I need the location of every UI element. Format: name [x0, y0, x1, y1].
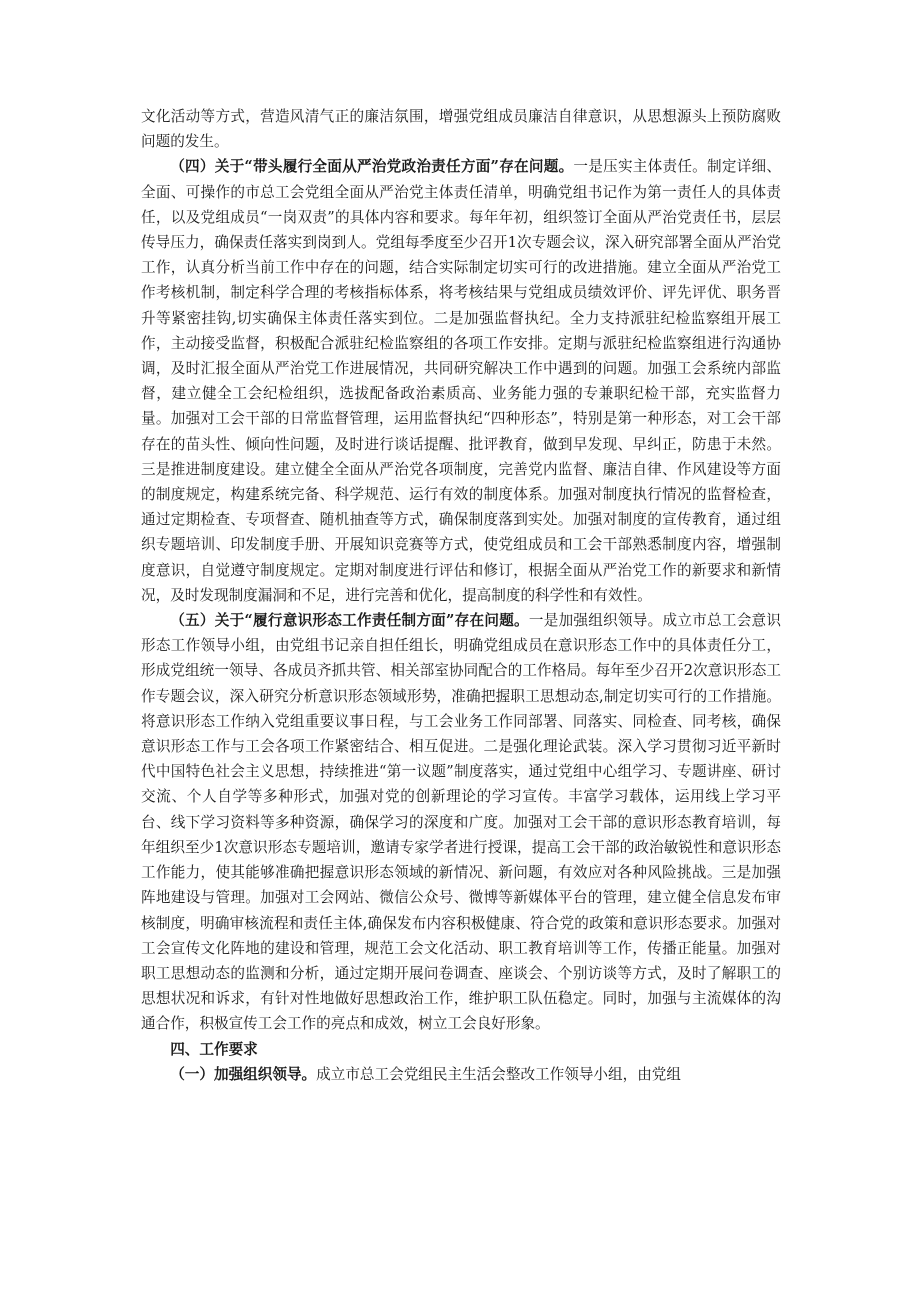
paragraph-lead-heading: （五）关于“履行意识形态工作责任制方面”存在问题。 — [170, 612, 529, 630]
paragraph-continuation — [141, 104, 781, 154]
paragraph-text: 一是加强组织领导。成立市总工会意识形态工作领导小组，由党组书记亲自担任组长，明确党组成员在意识形态工作中的具体责任分工，形成党组统一领导、各成员齐抓共管、相关部室协同配合的工作格局。每年至少召开2次意识形态工作专题会议，深入研究分析意识形态领域形势，准确把握职工思想动态,制定切实可行的工作措施。将意识形态工作纳入党组重要议事日程，与工会业务工作同部署、同落实、同检查、同考核，确保意识形态工作与工会各项工作紧密结合、相互促进。二是强化理论武装。深入学习贯彻习近平新时代中国特色社会主义思想，持续推进“第一议题”制度落实，通过党组中心组学习、专题讲座、研讨交流、个人自学等多种形式，加强对党的创新理论的学习宣传。丰富学习载体，运用线上学习平台、线下学习资料等多种资源，确保学习的深度和广度。加强对工会干部的意识形态教育培训，每年组织至少1次意识形态专题培训，邀请专家学者进行授课，提高工会干部的政治敏锐性和意识形态工作能力，使其能够准确把握意识形态领域的新情况、新问题，有效应对各种风险挑战。三是加强阵地建设与管理。加强对工会网站、微信公众号、微博等新媒体平台的管理，建立健全信息发布审核制度，明确审核流程和责任主体,确保发布内容积极健康、符合党的政策和意识形态要求。加强对工会宣传文化阵地的建设和管理，规范工会文化活动、职工教育培训等工作，传播正能量。加强对职工思想动态的监测和分析，通过定期开展问卷调查、座谈会、个别访谈等方式，及时了解职工的思想状况和诉求，有针对性地做好思想政治工作，维护职工队伍稳定。同时，加强与主流媒体的沟通合作，积极宣传工会工作的亮点和成效，树立工会良好形象。 — [141, 612, 781, 1033]
paragraph-text: 一是压实主体责任。制定详细、全面、可操作的市总工会党组全面从严治党主体责任清单，明确党组书记作为第一责任人的具体责任，以及党组成员“一岗双责”的具体内容和要求。每年年初，组织签订全面从严治党责任书，层层传导压力，确保责任落实到岗到人。党组每季度至少召开1次专题会议，深入研究部署全面从严治党工作，认真分析当前工作中存在的问题，结合实际制定切实可行的改进措施。建立全面从严治党工作考核机制，制定科学合理的考核指标体系，将考核结果与党组成员绩效评价、评先评优、职务晋升等紧密挂钩,切实确保主体责任落实到位。二是加强监督执纪。全力支持派驻纪检监察组开展工作，主动接受监督，积极配合派驻纪检监察组的各项工作安排。定期与派驻纪检监察组进行沟通协调，及时汇报全面从严治党工作进展情况，共同研究解决工作中遇到的问题。加强工会系统内部监督，建立健全工会纪检组织，选拔配备政治素质高、业务能力强的专兼职纪检干部，充实监督力量。加强对工会干部的日常监督管理，运用监督执纪“四种形态”，特别是第一种形态，对工会干部存在的苗头性、倾向性问题，及时进行谈话提醒、批评教育，做到早发现、早纠正，防患于未然。三是推进制度建设。建立健全全面从严治党各项制度，完善党内监督、廉洁自律、作风建设等方面的制度规定，构建系统完备、科学规范、运行有效的制度体系。加强对制度执行情况的监督检查，通过定期检查、专项督查、随机抽查等方式，确保制度落到实处。加强对制度的宣传教育，通过组织专题培训、印发制度手册、开展知识竞赛等方式，使党组成员和工会干部熟悉制度内容，增强制度意识，自觉遵守制度规定。定期对制度进行评估和修订，根据全面从严治党工作的新要求和新情况，及时发现制度漏洞和不足，进行完善和优化，提高制度的科学性和有效性。 — [141, 158, 781, 604]
document-page — [141, 104, 781, 1087]
paragraph-lead-heading: （一）加强组织领导。 — [170, 1065, 317, 1083]
section-heading — [141, 1037, 781, 1062]
paragraph-text: 成立市总工会党组民主生活会整改工作领导小组，由党组 — [316, 1065, 681, 1083]
paragraph-text: 文化活动等方式，营造风清气正的廉洁氛围，增强党组成员廉洁自律意识，从思想源头上预防腐败问题的发生。 — [141, 108, 781, 151]
section-heading-text: 四、工作要求 — [170, 1040, 258, 1058]
paragraph-section-five — [141, 608, 781, 1036]
paragraph-lead-heading: （四）关于“带头履行全面从严治党政治责任方面”存在问题。 — [170, 158, 574, 176]
paragraph-section-four — [141, 154, 781, 608]
paragraph-requirement-one — [141, 1062, 781, 1087]
